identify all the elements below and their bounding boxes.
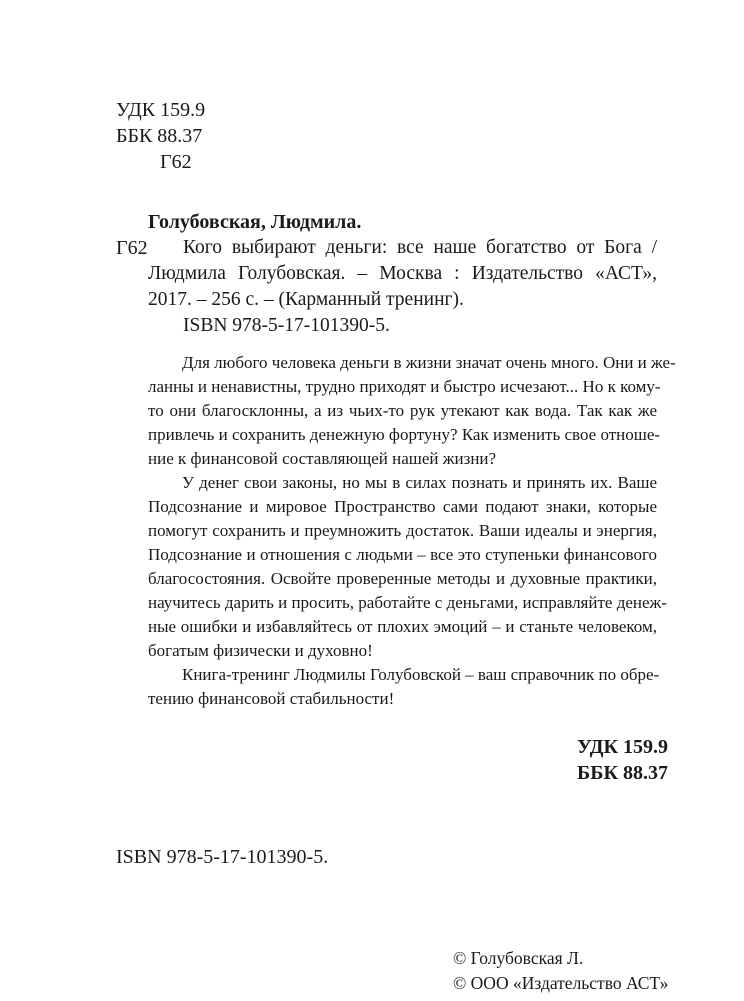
bbk-code: ББК 88.37: [116, 125, 203, 147]
classification-udk: УДК 159.9: [577, 736, 668, 758]
classification-bbk: ББК 88.37: [577, 762, 668, 784]
record-title-line: Людмила Голубовская. – Москва : Издательство «АСТ»,: [148, 263, 657, 284]
annotation-line: Подсознание и отношения с людьми – все это ступеньки финансового: [148, 545, 657, 564]
annotation-line: ланны и ненавистны, трудно приходят и быстро исчезают... Но к кому-: [148, 377, 661, 396]
record-author: Голубовская, Людмила.: [148, 211, 362, 233]
record-sign: Г62: [116, 237, 148, 259]
annotation-line: научитесь дарить и просить, работайте с деньгами, исправляйте денеж-: [148, 593, 667, 612]
author-sign: Г62: [160, 151, 192, 173]
footer-isbn: ISBN 978-5-17-101390-5.: [116, 846, 329, 868]
record-title-line: Кого выбирают деньги: все наше богатство от Бога /: [183, 237, 657, 258]
annotation-line: Для любого человека деньги в жизни значат очень много. Они и же-: [182, 353, 676, 372]
copyright-author: © Голубовская Л.: [453, 948, 584, 968]
annotation-line: то они благосклонны, а из чьих-то рук утекают как вода. Так как же: [148, 401, 657, 420]
record-isbn: ISBN 978-5-17-101390-5.: [183, 315, 390, 336]
annotation-line: Подсознание и мировое Пространство сами подают знаки, которые: [148, 497, 657, 516]
annotation-line: благосостояния. Освойте проверенные методы и духовные практики,: [148, 569, 657, 588]
annotation-line: ные ошибки и избавляйтесь от плохих эмоций – и станьте человеком,: [148, 617, 657, 636]
annotation-line: У денег свои законы, но мы в силах познать и принять их. Ваше: [182, 473, 657, 492]
annotation-line: Книга-тренинг Людмилы Голубовской – ваш справочник по обре-: [182, 665, 660, 684]
annotation-line: привлечь и сохранить денежную фортуну? Как изменить свое отноше-: [148, 425, 661, 444]
copyright-publisher: © ООО «Издательство АСТ»: [453, 973, 669, 993]
annotation-line: богатым физически и духовно!: [148, 641, 373, 660]
annotation-line: помогут сохранить и преумножить достаток. Ваши идеалы и энергия,: [148, 521, 657, 540]
annotation-line: тению финансовой стабильности!: [148, 689, 395, 708]
record-title-line: 2017. – 256 с. – (Карманный тренинг).: [148, 289, 464, 310]
udk-code: УДК 159.9: [116, 99, 206, 121]
annotation-line: ние к финансовой составляющей нашей жизни?: [148, 449, 497, 468]
